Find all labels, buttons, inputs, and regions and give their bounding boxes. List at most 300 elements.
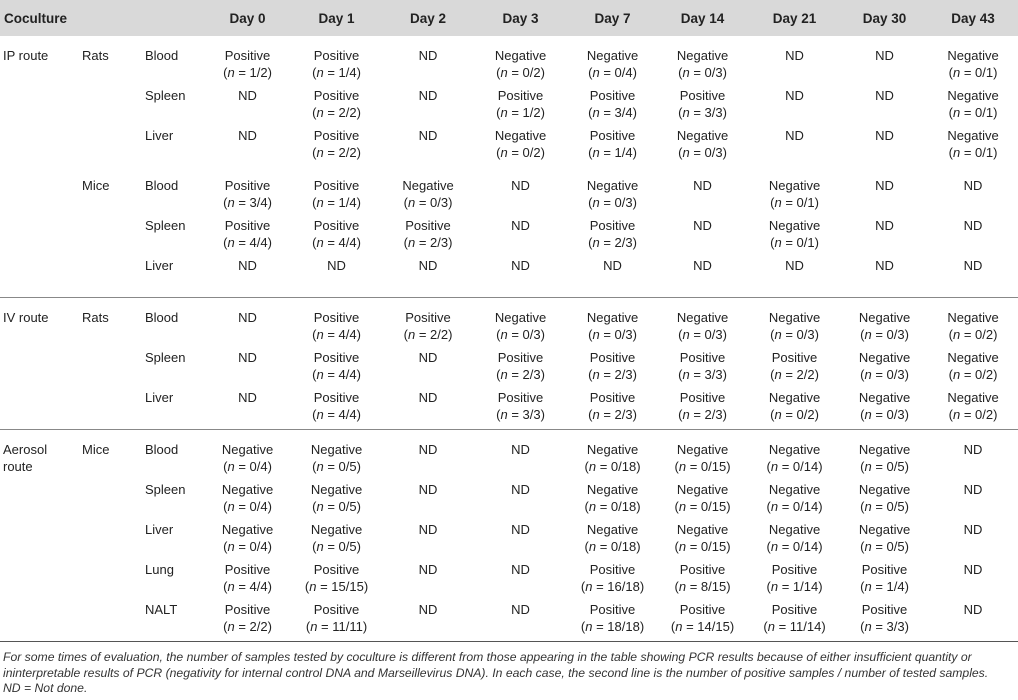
animal-cell (82, 257, 145, 298)
result-status: Negative (310, 522, 363, 537)
count-value: = 0/3 (875, 407, 905, 422)
n-symbol: n (500, 145, 508, 160)
result-count: (n = 0/3) (588, 195, 637, 210)
count-value: = 0/4 (238, 539, 268, 554)
count-value: = 2/2 (238, 619, 268, 634)
result-status: Positive (313, 48, 360, 63)
n-symbol: n (682, 327, 690, 342)
n-symbol: n (316, 327, 324, 342)
result-status: ND (875, 258, 894, 273)
count-value: = 4/4 (238, 579, 268, 594)
n-symbol: n (952, 407, 961, 422)
result-count: (n = 0/3) (588, 327, 637, 342)
result-cell (748, 257, 841, 298)
table-row (0, 298, 1018, 350)
result-status: ND (963, 218, 983, 233)
count-value: = 0/15 (689, 459, 727, 474)
tissue-cell: Liver (145, 257, 205, 298)
n-symbol: n (774, 367, 782, 382)
result-status: ND (603, 258, 622, 273)
result-status: ND (785, 88, 804, 103)
result-cell (473, 430, 568, 482)
result-cell (473, 166, 568, 217)
result-status: ND (511, 482, 530, 497)
result-count: (n = 0/3) (678, 65, 727, 80)
result-cell (473, 389, 568, 430)
result-cell (205, 298, 290, 350)
header-coculture: Coculture (0, 0, 205, 36)
result-count: (n = 0/5) (312, 499, 361, 514)
animal-cell (82, 349, 145, 389)
n-symbol: n (682, 367, 690, 382)
count-value: = 0/1 (963, 65, 994, 80)
header-day: Day 7 (568, 0, 657, 36)
count-value: = 2/2 (418, 327, 449, 342)
n-symbol: n (500, 327, 508, 342)
tissue-cell: Blood (145, 442, 179, 457)
header-day: Day 0 (205, 0, 290, 36)
result-cell (205, 601, 290, 642)
header-day: Day 30 (841, 0, 928, 36)
result-count: (n = 2/3) (403, 235, 453, 250)
n-symbol: n (864, 539, 872, 554)
n-symbol: n (774, 235, 782, 250)
result-cell (657, 257, 748, 298)
animal-cell (82, 217, 145, 257)
n-symbol: n (675, 619, 683, 634)
count-value: = 2/2 (327, 145, 357, 160)
result-status: Negative (221, 522, 274, 537)
result-count: (n = 0/2) (770, 407, 819, 422)
animal-cell (82, 87, 145, 127)
result-status: Negative (676, 128, 729, 143)
result-count: (n = 1/2) (223, 65, 272, 80)
tissue-cell: NALT (145, 601, 205, 642)
result-cell (205, 561, 290, 601)
table-row (0, 389, 1018, 430)
result-status: ND (785, 48, 804, 63)
result-cell (841, 601, 928, 642)
result-count: (n = 2/3) (588, 235, 637, 250)
count-value: = 0/3 (418, 195, 449, 210)
count-value: = 0/3 (511, 327, 541, 342)
animal-cell (82, 127, 145, 166)
result-status: Positive (589, 350, 636, 365)
result-status: ND (963, 258, 983, 273)
result-cell (473, 601, 568, 642)
result-status: Negative (768, 310, 821, 325)
result-status: Negative (768, 442, 821, 457)
result-cell (657, 561, 748, 601)
count-value: = 0/2 (963, 327, 994, 342)
count-value: = 3/4 (238, 195, 268, 210)
result-cell (568, 166, 657, 217)
result-count: (n = 0/14) (766, 539, 823, 554)
result-status: Negative (947, 390, 999, 405)
result-status: Positive (771, 350, 818, 365)
n-symbol: n (227, 235, 235, 250)
count-value: = 0/3 (693, 65, 723, 80)
count-value: = 0/5 (875, 459, 905, 474)
result-status: Positive (313, 128, 360, 143)
result-status: ND (785, 128, 804, 143)
result-status: ND (238, 258, 257, 273)
result-status: Positive (589, 602, 636, 617)
n-symbol: n (585, 619, 593, 634)
result-count: (n = 1/4) (588, 145, 637, 160)
result-cell (928, 561, 1018, 601)
result-status: ND (418, 350, 438, 365)
count-value: = 0/1 (785, 235, 815, 250)
route-cell (0, 298, 82, 350)
n-symbol: n (592, 235, 600, 250)
result-cell (290, 521, 383, 561)
result-cell (928, 521, 1018, 561)
n-symbol: n (592, 327, 600, 342)
result-status: Positive (313, 310, 360, 325)
n-symbol: n (952, 327, 961, 342)
result-cell (290, 601, 383, 642)
result-cell (473, 561, 568, 601)
result-count: (n = 2/2) (770, 367, 819, 382)
result-status: Negative (586, 522, 639, 537)
result-status: Negative (494, 128, 547, 143)
count-value: = 3/3 (875, 619, 905, 634)
count-value: = 3/3 (511, 407, 541, 422)
result-count: (n = 0/15) (674, 499, 731, 514)
result-cell (748, 389, 841, 430)
result-cell (841, 561, 928, 601)
result-cell (473, 36, 568, 87)
result-cell (205, 87, 290, 127)
result-count: (n = 0/4) (588, 65, 637, 80)
count-value: = 3/3 (693, 105, 723, 120)
result-cell (383, 36, 473, 87)
result-cell (383, 87, 473, 127)
result-count: (n = 0/4) (223, 539, 272, 554)
result-count: (n = 0/1) (770, 195, 819, 210)
route-cell (0, 127, 82, 166)
result-count: (n = 4/4) (312, 235, 361, 250)
n-symbol: n (316, 499, 324, 514)
route-label: Aerosol (3, 442, 48, 457)
result-cell (205, 349, 290, 389)
count-value: = 3/3 (693, 367, 723, 382)
result-count: (n = 0/1) (948, 65, 998, 80)
result-count: (n = 0/3) (496, 327, 545, 342)
result-status: ND (963, 602, 983, 617)
result-status: Positive (224, 178, 271, 193)
count-value: = 0/3 (603, 327, 633, 342)
tissue-cell: Spleen (145, 88, 186, 103)
result-count: (n = 0/3) (860, 327, 909, 342)
n-symbol: n (592, 65, 600, 80)
result-status: ND (693, 178, 712, 193)
result-cell (748, 298, 841, 350)
result-status: ND (875, 48, 894, 63)
count-value: = 4/4 (327, 235, 357, 250)
result-count: (n = 3/4) (223, 195, 272, 210)
result-cell (383, 166, 473, 217)
result-status: ND (418, 48, 438, 63)
result-status: Positive (589, 128, 636, 143)
count-value: = 4/4 (327, 327, 357, 342)
table-row (0, 127, 1018, 166)
result-cell (473, 217, 568, 257)
route-cell (0, 481, 82, 521)
count-value: = 4/4 (327, 367, 357, 382)
table-row (0, 430, 1018, 482)
result-count: (n = 0/2) (496, 145, 545, 160)
result-cell (928, 389, 1018, 430)
n-symbol: n (678, 539, 687, 554)
result-cell (568, 217, 657, 257)
n-symbol: n (952, 105, 961, 120)
result-status: ND (418, 390, 438, 405)
result-cell (290, 389, 383, 430)
animal-cell (82, 481, 145, 521)
result-status: ND (238, 128, 257, 143)
count-value: = 0/2 (511, 145, 541, 160)
n-symbol: n (592, 145, 600, 160)
count-value: = 0/3 (693, 327, 723, 342)
result-count: (n = 4/4) (223, 235, 272, 250)
result-count: (n = 0/18) (584, 499, 641, 514)
result-cell (383, 349, 473, 389)
result-cell (568, 349, 657, 389)
result-status: Positive (313, 218, 360, 233)
result-status: ND (418, 128, 438, 143)
n-symbol: n (952, 145, 961, 160)
result-status: ND (963, 178, 983, 193)
result-status: ND (418, 602, 438, 617)
result-count: (n = 0/3) (860, 367, 909, 382)
result-status: Positive (589, 390, 636, 405)
result-status: Negative (586, 178, 639, 193)
count-value: = 4/4 (238, 235, 268, 250)
result-cell (841, 389, 928, 430)
result-status: ND (875, 88, 894, 103)
tissue-cell: Liver (145, 389, 205, 430)
result-count: (n = 2/2) (312, 145, 361, 160)
result-status: ND (511, 218, 530, 233)
result-cell (841, 481, 928, 521)
count-value: = 1/2 (511, 105, 541, 120)
result-status: Positive (771, 562, 818, 577)
result-status: Positive (313, 562, 360, 577)
result-status: Positive (313, 88, 360, 103)
table-body (0, 36, 1018, 642)
result-cell (841, 127, 928, 166)
header-day: Day 14 (657, 0, 748, 36)
result-cell (290, 36, 383, 87)
count-value: = 1/4 (327, 195, 357, 210)
result-count: (n = 2/2) (403, 327, 453, 342)
result-count: (n = 0/5) (860, 539, 909, 554)
result-cell (383, 521, 473, 561)
result-status: Negative (586, 442, 639, 457)
n-symbol: n (770, 459, 779, 474)
header-day: Day 43 (928, 0, 1018, 36)
result-cell (568, 601, 657, 642)
result-count: (n = 0/3) (678, 327, 727, 342)
result-cell (383, 561, 473, 601)
result-status: Negative (586, 482, 639, 497)
result-count: (n = 0/1) (948, 105, 998, 120)
result-count: (n = 2/3) (588, 407, 637, 422)
count-value: = 0/2 (511, 65, 541, 80)
result-cell (383, 389, 473, 430)
n-symbol: n (864, 367, 872, 382)
result-status: Positive (405, 218, 451, 233)
result-status: ND (238, 390, 257, 405)
tissue-cell: Liver (145, 522, 174, 537)
result-cell (568, 127, 657, 166)
n-symbol: n (316, 195, 324, 210)
result-count: (n = 0/5) (860, 459, 909, 474)
result-status: Negative (676, 310, 729, 325)
result-cell (205, 36, 290, 87)
animal-cell (82, 389, 145, 430)
n-symbol: n (227, 499, 235, 514)
result-status: Positive (679, 390, 726, 405)
tissue-cell: Spleen (145, 482, 186, 497)
result-status: ND (511, 178, 530, 193)
result-status: ND (511, 522, 530, 537)
count-value: = 0/1 (785, 195, 815, 210)
result-status: Positive (861, 602, 908, 617)
result-count: (n = 0/5) (312, 539, 361, 554)
result-count: (n = 0/1) (948, 145, 998, 160)
result-status: Negative (947, 48, 999, 63)
count-value: = 0/18 (599, 539, 637, 554)
count-value: = 11/14 (778, 619, 822, 634)
result-status: Negative (494, 48, 547, 63)
result-status: Positive (313, 350, 360, 365)
result-cell (290, 298, 383, 350)
result-cell (657, 389, 748, 430)
count-value: = 1/4 (603, 145, 633, 160)
table-row (0, 481, 1018, 521)
result-cell (568, 298, 657, 350)
n-symbol: n (310, 619, 318, 634)
result-count: (n = 2/3) (496, 367, 545, 382)
result-status: Negative (947, 128, 999, 143)
animal-cell: Mice (82, 178, 110, 193)
result-count: (n = 0/4) (223, 499, 272, 514)
count-value: = 2/3 (603, 407, 633, 422)
n-symbol: n (770, 539, 779, 554)
footnote-line: ND = Not done. (3, 681, 88, 695)
result-cell (748, 349, 841, 389)
result-status: Negative (768, 178, 821, 193)
result-count: (n = 16/18) (580, 579, 645, 594)
result-status: Positive (861, 562, 908, 577)
footnote-line: For some times of evaluation, the number of samples tested by coculture is different from those appearing in the table showing PCR results because of either insufficient quantity or (3, 650, 972, 664)
result-status: Positive (405, 310, 451, 325)
result-status: Negative (947, 88, 999, 103)
result-status: ND (963, 562, 983, 577)
count-value: = 1/4 (327, 65, 357, 80)
result-cell (928, 217, 1018, 257)
n-symbol: n (227, 619, 235, 634)
route-cell (0, 389, 82, 430)
table-row (0, 521, 1018, 561)
result-count: (n = 1/2) (496, 105, 545, 120)
result-cell (290, 217, 383, 257)
table-row (0, 561, 1018, 601)
n-symbol: n (316, 539, 324, 554)
n-symbol: n (227, 579, 235, 594)
result-count: (n = 4/4) (312, 327, 361, 342)
result-cell (748, 430, 841, 482)
result-cell (205, 217, 290, 257)
count-value: = 1/4 (875, 579, 905, 594)
result-status: Positive (313, 602, 360, 617)
result-cell (657, 217, 748, 257)
result-cell (748, 561, 841, 601)
result-status: Negative (947, 310, 999, 325)
count-value: = 0/5 (875, 499, 905, 514)
count-value: = 0/5 (327, 539, 357, 554)
n-symbol: n (592, 105, 600, 120)
result-status: Positive (771, 602, 818, 617)
footnote-line: ininterpretable results of PCR (negativity for internal control DNA and Marseillevirus DNA). In each case, the second line is the number of positive samples / number of tested samples. (3, 665, 989, 680)
result-cell (383, 217, 473, 257)
result-cell (383, 601, 473, 642)
count-value: = 14/15 (686, 619, 730, 634)
count-value: = 2/3 (603, 235, 633, 250)
count-value: = 2/3 (511, 367, 541, 382)
table-row (0, 217, 1018, 257)
result-status: Negative (858, 482, 911, 497)
n-symbol: n (500, 367, 508, 382)
result-cell (657, 349, 748, 389)
result-cell (383, 481, 473, 521)
n-symbol: n (678, 579, 687, 594)
result-count: (n = 1/4) (860, 579, 909, 594)
table-row (0, 601, 1018, 642)
result-cell (657, 521, 748, 561)
result-status: Negative (494, 310, 547, 325)
animal-cell (82, 521, 145, 561)
result-cell (290, 87, 383, 127)
result-status: Negative (676, 442, 729, 457)
result-cell (841, 257, 928, 298)
result-status: ND (327, 258, 346, 273)
n-symbol: n (864, 459, 872, 474)
result-cell (748, 217, 841, 257)
result-status: ND (418, 258, 438, 273)
result-count: (n = 3/3) (860, 619, 909, 634)
result-cell (841, 166, 928, 217)
n-symbol: n (592, 367, 600, 382)
result-status: ND (511, 442, 530, 457)
result-status: Negative (947, 350, 999, 365)
tissue-cell: Spleen (145, 218, 186, 233)
result-cell (748, 481, 841, 521)
result-cell (568, 521, 657, 561)
result-cell (657, 601, 748, 642)
result-count: (n = 2/2) (312, 105, 361, 120)
count-value: = 2/2 (327, 105, 357, 120)
count-value: = 15/15 (320, 579, 364, 594)
result-cell (928, 349, 1018, 389)
result-cell (748, 166, 841, 217)
n-symbol: n (227, 195, 235, 210)
result-status: Negative (858, 442, 911, 457)
count-value: = 0/3 (693, 145, 723, 160)
